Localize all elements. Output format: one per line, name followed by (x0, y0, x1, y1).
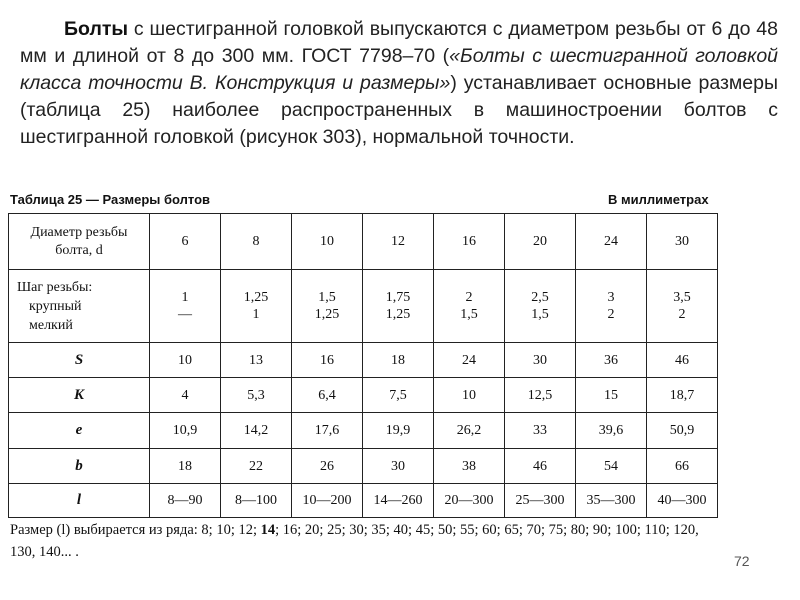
pitch-fine: 1,25 (385, 307, 411, 322)
table-cell: 14,2 (221, 413, 292, 449)
table-cell: 13 (221, 343, 292, 378)
pitch-coarse: 1,5 (318, 290, 336, 305)
paragraph-text-2: ) устанавливает основные размеры (таблица 25) наиболее распространенных в машиностроении болтов с шестигранной головкой (рисунок 303), нормальной точности. (20, 72, 778, 148)
pitch-coarse: 1,75 (385, 290, 411, 305)
table-cell: 54 (576, 449, 647, 484)
intro-paragraph (20, 16, 778, 151)
pitch-cell (292, 270, 363, 343)
pitch-coarse: 2,5 (531, 290, 549, 305)
table-cell: 19,9 (363, 413, 434, 449)
pitch-coarse: 1,25 (243, 290, 269, 305)
pitch-coarse: 3 (607, 290, 615, 305)
diameter-cell: 24 (576, 214, 647, 270)
table-cell: 6,4 (292, 378, 363, 413)
table-cell: 46 (647, 343, 718, 378)
table-row-l (9, 484, 718, 518)
page-number: 72 (734, 553, 750, 569)
table-cell: 18,7 (647, 378, 718, 413)
table-cell: 25—300 (505, 484, 576, 518)
diameter-cell: 30 (647, 214, 718, 270)
pitch-label-cell (9, 270, 150, 343)
table-cell: 38 (434, 449, 505, 484)
table-cell: 30 (363, 449, 434, 484)
bolt-dimensions-table (8, 213, 718, 518)
table-cell: 26,2 (434, 413, 505, 449)
table-cell: 10,9 (150, 413, 221, 449)
diameter-cell: 20 (505, 214, 576, 270)
table-cell: 10—200 (292, 484, 363, 518)
row-symbol: b (9, 449, 150, 484)
table-cell: 66 (647, 449, 718, 484)
table-cell: 5,3 (221, 378, 292, 413)
diameter-cell: 8 (221, 214, 292, 270)
table-cell: 24 (434, 343, 505, 378)
row-symbol: l (9, 484, 150, 518)
table-row-s (9, 343, 718, 378)
note-bold-14: 14 (260, 522, 276, 538)
gost-title-quote: «Болты с шестигранной головкой класса точности В. Конструкция и размеры» (20, 45, 779, 94)
pitch-fine: — (178, 307, 192, 322)
pitch-cell (505, 270, 576, 343)
pitch-label-line3: мелкий (29, 317, 73, 333)
row-symbol: S (9, 343, 150, 378)
diameter-cell: 12 (363, 214, 434, 270)
table-row-b (9, 449, 718, 484)
table-cell: 7,5 (363, 378, 434, 413)
row-symbol: e (9, 413, 150, 449)
pitch-cell (150, 270, 221, 343)
table-cell: 4 (150, 378, 221, 413)
table-cell: 8—100 (221, 484, 292, 518)
pitch-cell (576, 270, 647, 343)
table-cell: 36 (576, 343, 647, 378)
table-cell: 18 (150, 449, 221, 484)
table-cell: 15 (576, 378, 647, 413)
pitch-cell (647, 270, 718, 343)
table-units: В миллиметрах (608, 192, 709, 207)
table-row-pitch (9, 270, 718, 343)
length-series-note (10, 519, 718, 563)
table-cell: 16 (292, 343, 363, 378)
table-cell: 8—90 (150, 484, 221, 518)
table-cell: 40—300 (647, 484, 718, 518)
pitch-fine: 2 (607, 307, 615, 322)
pitch-label-line2: крупный (29, 298, 82, 314)
pitch-coarse: 2 (465, 290, 473, 305)
table-cell: 14—260 (363, 484, 434, 518)
pitch-coarse: 1 (181, 290, 189, 305)
pitch-cell (363, 270, 434, 343)
table-cell: 35—300 (576, 484, 647, 518)
paragraph-text-1: с шестигранной головкой выпускаются с диаметром резьбы от 6 до 48 мм и длиной от 8 до 300 мм. ГОСТ 7798–70 ( (20, 18, 778, 67)
diameter-label-line1: Диаметр резьбы (30, 224, 128, 240)
diameter-cell: 6 (150, 214, 221, 270)
table-cell: 12,5 (505, 378, 576, 413)
table-cell: 10 (434, 378, 505, 413)
table-cell: 46 (505, 449, 576, 484)
table-row-diameter (9, 214, 718, 270)
pitch-fine: 1,5 (531, 307, 549, 322)
pitch-fine: 1 (252, 307, 260, 322)
table-cell: 26 (292, 449, 363, 484)
diameter-label-line2: болта, d (55, 242, 103, 258)
diameter-cell: 10 (292, 214, 363, 270)
table-cell: 17,6 (292, 413, 363, 449)
pitch-fine: 1,5 (460, 307, 478, 322)
pitch-cell (221, 270, 292, 343)
pitch-coarse: 3,5 (673, 290, 691, 305)
table-cell: 18 (363, 343, 434, 378)
table-row-e (9, 413, 718, 449)
note-text-1: Размер (l) выбирается из ряда: 8; 10; 12; (10, 522, 261, 538)
diameter-label-cell (9, 214, 150, 270)
table-cell: 39,6 (576, 413, 647, 449)
table-cell: 50,9 (647, 413, 718, 449)
pitch-fine: 2 (678, 307, 686, 322)
table-cell: 10 (150, 343, 221, 378)
row-symbol: K (9, 378, 150, 413)
table-cell: 30 (505, 343, 576, 378)
table-cell: 33 (505, 413, 576, 449)
table-row-k (9, 378, 718, 413)
pitch-cell (434, 270, 505, 343)
pitch-fine: 1,25 (314, 307, 340, 322)
table-cell: 22 (221, 449, 292, 484)
pitch-label-line1: Шаг резьбы: (17, 279, 93, 295)
note-text-2: ; 16; 20; 25; 30; 35; 40; 45; 50; 55; 60; 65; 70; 75; 80; 90; 100; 110; 120, 130, 140... . (10, 522, 699, 560)
bold-lead-word: Болты (64, 18, 129, 40)
table-caption: Таблица 25 — Размеры болтов (10, 192, 211, 207)
diameter-cell: 16 (434, 214, 505, 270)
table-cell: 20—300 (434, 484, 505, 518)
